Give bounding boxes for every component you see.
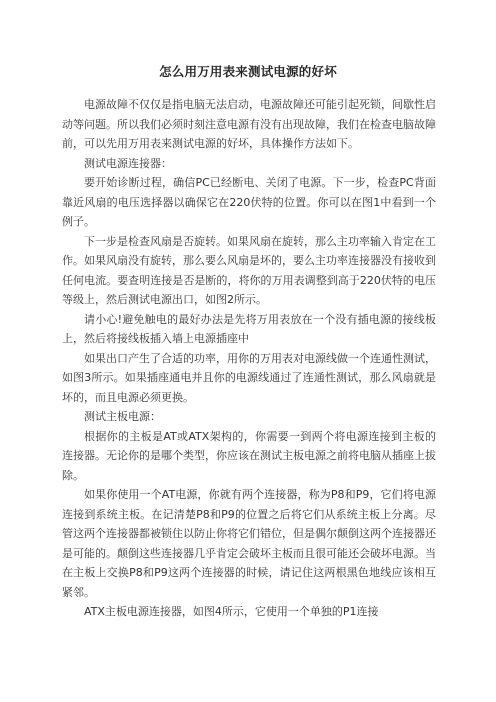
document-title: 怎么用万用表来测试电源的好坏	[159, 64, 337, 79]
paragraph-intro: 电源故障不仅仅是指电脑无法启动，电源故障还可能引起死锁，间歇性启动等问题。所以我们必须时刻注意电源有没有出现故障，我们在检查电脑故障前，可以先用万用表来测试电源的好坏，具体操作方法如下。	[62, 98, 436, 150]
paragraph-atx-connector: ATX主板电源连接器，如图4所示，它使用一个单独的P1连接	[84, 605, 379, 618]
paragraph-safety-warning: 请小心!避免触电的最好办法是先将万用表放在一个没有插电源的接线板上，然后将接线板插入墙上电源插座中	[62, 312, 436, 345]
document-body	[62, 95, 436, 622]
section-heading-connector-test: 测试电源连接器：	[84, 156, 172, 170]
paragraph-at-atx: 根据你的主板是AT或ATX架构的，你需要一到两个将电源连接到主板的连接器。无论你的是哪个类型，你应该在测试主板电源之前将电脑从插座上拔除。	[62, 429, 436, 482]
paragraph-voltage-selector: 要开始诊断过程，确信PC已经断电、关闭了电源。下一步，检查PC背面靠近风扇的电压选择器以确保它在220伏特的位置。你可以在图1中看到一个例子。	[62, 176, 436, 228]
paragraph-fan-check: 下一步是检查风扇是否旋转。如果风扇在旋转，那么主功率输入肯定在工作。如果风扇没有旋转，那么要么风扇是坏的，要么主功率连接器没有接收到任何电流。要查明连接是否是断的，将你的万用表调整到高于220伏特的电压等级上，然后测试电源出口，如图2所示。	[62, 234, 436, 306]
paragraph-p8-p9: 如果你使用一个AT电源，你就有两个连接器，称为P8和P9，它们将电源连接到系统主板。在记清楚P8和P9的位置之后将它们从系统主板上分离。尽管这两个连接器都被锁住以防止你将它们错位，但是偶尔颠倒这两个连接器还是可能的。颠倒这些连接器几乎肯定会破坏主板而且很可能还会破坏电源。当在主板上交换P8和P9这两个连接器的时候，请记住这两根黑色地线应该相互紧邻。	[62, 488, 436, 599]
section-heading-motherboard-test: 测试主板电源：	[84, 410, 161, 423]
paragraph-continuity-test: 如果出口产生了合适的功率，用你的万用表对电源线做一个连通性测试，如图3所示。如果插座通电并且你的电源线通过了连通性测试，那么风扇就是坏的，而且电源必须更换。	[62, 351, 436, 404]
